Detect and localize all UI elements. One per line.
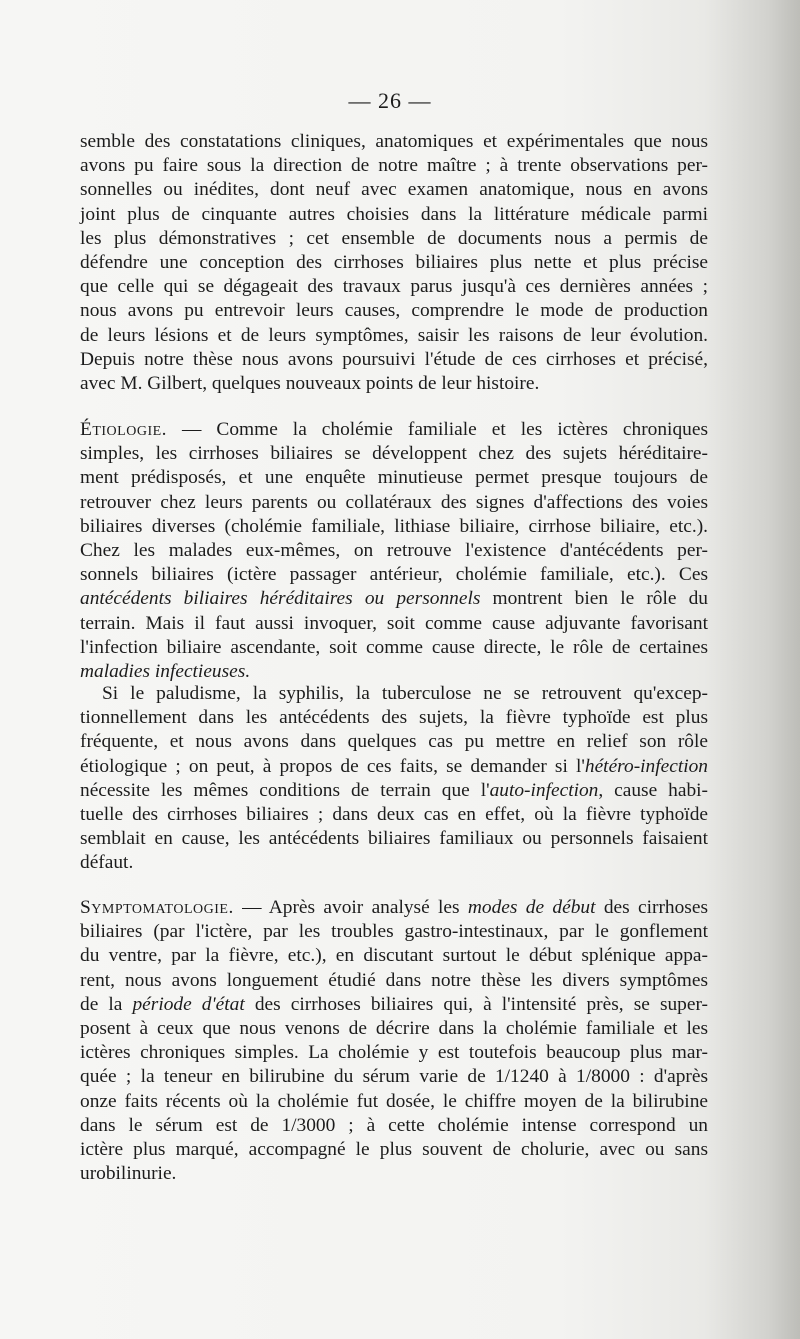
text-line	[80, 372, 708, 396]
text-line	[80, 993, 708, 1017]
text-line	[80, 178, 708, 202]
text-line	[80, 827, 708, 851]
italic-phrase: modes de début	[467, 897, 596, 918]
text-run: de leurs lésions et de leurs symptômes, saisir les raisons de leur évolution.	[80, 324, 708, 346]
text-run: posent à ceux que nous venons de décrire dans la cholémie familiale et les	[80, 1018, 708, 1040]
text-run: semble des constatations cliniques, anatomiques et expérimentales que nous	[80, 131, 708, 152]
text-line	[80, 1138, 708, 1162]
text-line	[80, 227, 708, 251]
italic-phrase: hétéro-infection	[584, 755, 708, 777]
text-run: quée ; la teneur en bilirubine du sérum varie de 1/1240 à 1/8000 : d'après	[80, 1066, 708, 1088]
text-line	[80, 755, 708, 779]
text-run: fréquente, et nous avons dans quelques cas pu mettre en relief son rôle	[80, 731, 708, 753]
text-run: — Comme la cholémie familiale et les ictères chroniques	[167, 419, 708, 440]
text-line	[80, 324, 708, 348]
text-run: Chez les malades eux-mêmes, on retrouve l'existence d'antécédents per-	[80, 540, 708, 562]
text-run: des cirrhoses biliaires qui, à l'intensité près, se super-	[244, 993, 709, 1015]
text-run: les plus démonstratives ; cet ensemble de documents nous a permis de	[80, 227, 708, 249]
text-line	[80, 851, 708, 875]
text-line	[80, 539, 708, 563]
text-run: montrent bien le rôle du	[480, 588, 708, 610]
text-line	[80, 1114, 708, 1138]
section-heading: Symptomatologie.	[80, 897, 234, 918]
text-run: simples, les cirrhoses biliaires se développent chez des sujets héréditaire-	[80, 443, 708, 465]
text-run: rent, nous avons longuement étudié dans notre thèse les divers symptômes	[80, 969, 708, 991]
text-line	[80, 730, 708, 754]
text-line	[80, 636, 708, 660]
text-run: Si le paludisme, la syphilis, la tuberculose ne se retrouvent qu'excep-	[102, 683, 708, 704]
paragraph-paludisme	[80, 682, 708, 876]
text-run: défendre une conception des cirrhoses biliaires plus nette et plus précise	[80, 252, 708, 274]
text-run: nous avons pu entrevoir leurs causes, comprendre le mode de production	[80, 300, 708, 322]
text-line	[80, 612, 708, 636]
text-run: biliaires diverses (cholémie familiale, lithiase biliaire, cirrhose biliaire, etc.).	[80, 515, 708, 537]
italic-phrase: période d'état	[132, 993, 245, 1015]
text-line	[80, 1162, 708, 1186]
text-line	[80, 706, 708, 730]
text-run: onze faits récents où la cholémie fut dosée, le chiffre moyen de la bilirubine	[80, 1090, 708, 1112]
text-run: de la	[80, 993, 133, 1015]
text-line	[80, 203, 708, 227]
text-line	[80, 803, 708, 827]
text-run: avec M. Gilbert, quelques nouveaux points de leur histoire.	[80, 373, 540, 395]
text-line	[80, 418, 708, 442]
text-run: étiologique ; on peut, à propos de ces faits, se demander si l'	[80, 755, 585, 777]
text-line	[80, 466, 708, 490]
text-line	[80, 587, 708, 611]
text-line	[80, 682, 708, 706]
text-run: tuelle des cirrhoses biliaires ; dans deux cas en effet, où la fièvre typhoïde	[80, 804, 708, 826]
text-line	[80, 779, 708, 803]
text-run: des cirrhoses	[595, 897, 708, 918]
text-run: tionnellement dans les antécédents des sujets, la fièvre typhoïde est plus	[80, 707, 708, 729]
text-run: du ventre, par la fièvre, etc.), en discutant surtout le début splénique appa-	[80, 945, 708, 967]
text-run: terrain. Mais il faut aussi invoquer, soit comme cause adjuvante favorisant	[80, 612, 708, 634]
text-run: l'infection biliaire ascendante, soit comme cause directe, le rôle de certaines	[80, 636, 708, 658]
text-line	[80, 1017, 708, 1041]
text-run: , cause habi-	[598, 779, 708, 801]
text-line	[80, 1065, 708, 1089]
italic-phrase: antécédents biliaires héréditaires ou personnels	[80, 588, 481, 610]
text-run: Depuis notre thèse nous avons poursuivi l'étude de ces cirrhoses et précisé,	[80, 348, 708, 370]
text-run: dans le sérum est de 1/3000 ; à cette cholémie intense correspond un	[80, 1114, 708, 1136]
text-line	[80, 130, 708, 154]
text-run: — Après avoir analysé les	[233, 897, 468, 918]
text-line	[80, 1090, 708, 1114]
italic-phrase: maladies infectieuses.	[80, 661, 251, 683]
text-line	[80, 154, 708, 178]
text-line	[80, 969, 708, 993]
text-run: joint plus de cinquante autres choisies dans la littérature médicale parmi	[80, 203, 708, 225]
text-line	[80, 442, 708, 466]
text-line	[80, 660, 708, 684]
text-run: ictères chroniques simples. La cholémie y est toutefois beaucoup plus mar-	[80, 1042, 708, 1064]
paragraph-intro	[80, 130, 708, 396]
text-line	[80, 515, 708, 539]
text-line	[80, 251, 708, 275]
text-run: sonnels biliaires (ictère passager antérieur, cholémie familiale, etc.). Ces	[80, 564, 708, 586]
text-run: que celle qui se dégageait des travaux parus jusqu'à ces dernières années ;	[80, 276, 708, 298]
paragraph-symptomatologie	[80, 896, 708, 1186]
text-run: biliaires (par l'ictère, par les troubles gastro-intestinaux, par le gonflement	[80, 921, 708, 943]
text-line	[80, 299, 708, 323]
text-run: nécessite les mêmes conditions de terrain que l'	[80, 779, 490, 801]
text-line	[80, 944, 708, 968]
text-run: avons pu faire sous la direction de notre maître ; à trente observations per-	[80, 155, 708, 177]
text-line	[80, 920, 708, 944]
page-number: — 26 —	[348, 88, 432, 113]
text-run: semblait en cause, les antécédents biliaires familiaux ou personnels faisaient	[80, 828, 708, 850]
text-run: défaut.	[80, 852, 134, 874]
text-run: retrouver chez leurs parents ou collatéraux des signes d'affections des voies	[80, 491, 708, 513]
text-line	[80, 896, 708, 920]
text-line	[80, 348, 708, 372]
text-run: ment prédisposés, et une enquête minutieuse permet presque toujours de	[80, 467, 708, 489]
italic-phrase: auto-infection	[489, 779, 599, 801]
text-line	[80, 563, 708, 587]
text-line	[80, 491, 708, 515]
text-line	[80, 1041, 708, 1065]
section-heading: Étiologie.	[80, 419, 168, 440]
text-run: ictère plus marqué, accompagné le plus souvent de cholurie, avec ou sans	[80, 1139, 708, 1161]
text-line	[80, 275, 708, 299]
text-run: urobilinurie.	[80, 1163, 177, 1185]
paragraph-etiologie	[80, 418, 708, 684]
text-run: sonnelles ou inédites, dont neuf avec examen anatomique, nous en avons	[80, 179, 708, 201]
